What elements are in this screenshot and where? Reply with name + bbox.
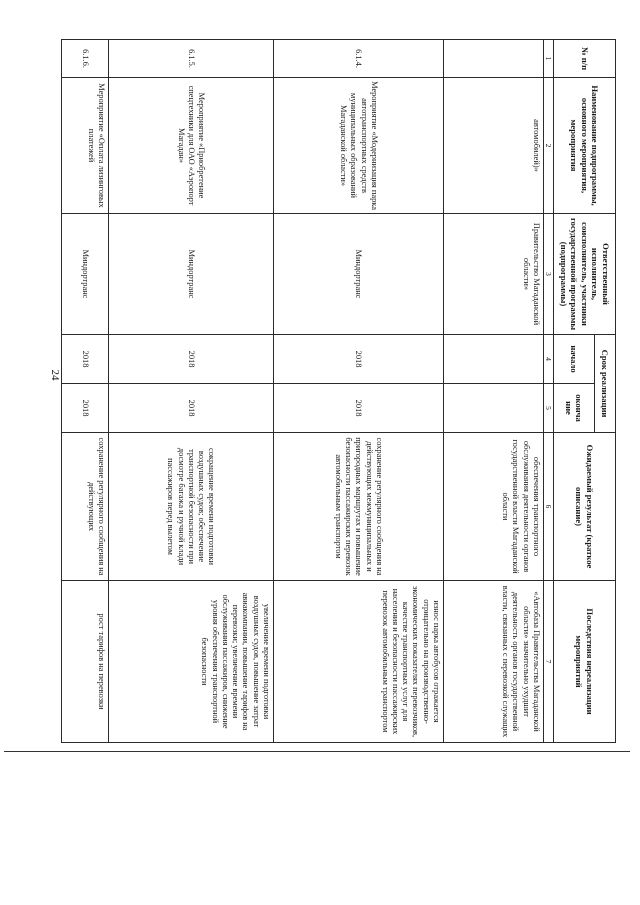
row-end: 2018 <box>61 384 108 433</box>
column-number: 4 <box>543 335 553 384</box>
header-executor: Ответственный исполнитель, соисполнитель, участники государственной программы (подпрограммы) <box>554 214 616 335</box>
row-result: сохранение регулярного сообщения на действующих межмуниципальных и пригородных маршрутах и повышение безопасности пассажирских перевозок автомобильным транспортом <box>273 433 443 581</box>
row-consequences: износ парка автобусов отражается отрицательно на производственно-экономических показателях перевозчиков, качестве транспортных услуг для населения и безопасности пассажирских перевозок автомобильным транспортом <box>273 581 443 743</box>
page-number: 24 <box>49 369 61 381</box>
row-consequences: «Автобаза Правительства Магаданской области» значительно ухудшит деятельность органов государственной власти, связанных с перевозкой служащих <box>443 581 543 743</box>
header-consequences: Последствия нереализации мероприятий <box>554 581 616 743</box>
column-number: 7 <box>543 581 553 743</box>
row-result: сокращение времени подготовки воздушных судов; обеспечение транспортной безопасности при досмотре багажа и ручной клади пассажиров перед вылетом <box>108 433 273 581</box>
bottom-divider <box>4 751 630 752</box>
header-name: Наименование подпрограммы, основного мероприятия, мероприятия <box>554 78 616 214</box>
column-number: 5 <box>543 384 553 433</box>
row-num <box>443 40 543 78</box>
row-executor: Правительство Магаданской области» <box>443 214 543 335</box>
row-num: 6.1.6. <box>61 40 108 78</box>
column-number: 1 <box>543 40 553 78</box>
header-start: начало <box>554 335 595 384</box>
row-name: Мероприятие «Оплата лизинговых платежей <box>61 78 108 214</box>
row-end <box>443 384 543 433</box>
header-end: оконча ние <box>554 384 595 433</box>
header-num: № п/п <box>554 40 616 78</box>
row-start: 2018 <box>108 335 273 384</box>
row-num: 6.1.4. <box>273 40 443 78</box>
row-start: 2018 <box>61 335 108 384</box>
column-number: 6 <box>543 433 553 581</box>
measures-table <box>61 39 616 743</box>
row-executor: Миндортранс <box>61 214 108 335</box>
column-number: 3 <box>543 214 553 335</box>
header-row <box>595 40 616 743</box>
row-result: обеспечения транспортного обслуживания деятельности органов государственной власти Магаданской области <box>443 433 543 581</box>
row-name: Мероприятие «Приобретение спецтехники для ОАО «Аэропорт Магадан» <box>108 78 273 214</box>
column-numbers-row <box>543 40 553 743</box>
row-start: 2018 <box>273 335 443 384</box>
column-number: 2 <box>543 78 553 214</box>
table-row <box>443 40 543 743</box>
row-end: 2018 <box>108 384 273 433</box>
row-executor: Миндортранс <box>108 214 273 335</box>
measures-table-frame <box>62 39 616 742</box>
row-end: 2018 <box>273 384 443 433</box>
row-result: сохранение регулярного сообщения на действующих <box>61 433 108 581</box>
row-start <box>443 335 543 384</box>
row-name: Мероприятие «Модернизация парка автотранспортных средств муниципальных образований Магаданской области» <box>273 78 443 214</box>
row-num: 6.1.5. <box>108 40 273 78</box>
row-consequences: увеличение времени подготовки воздушных судов, повышение затрат авиакомпании, повышение тарифов на перевозки; увеличение времени обслуживания пассажиров, снижение уровня обеспечения транспортной безопасности <box>108 581 273 743</box>
table-row <box>61 40 108 743</box>
table-row <box>108 40 273 743</box>
row-executor: Миндортранс <box>273 214 443 335</box>
header-term: Срок реализации <box>595 335 616 433</box>
table-row <box>273 40 443 743</box>
header-result: Ожидаемый результат (краткое описание) <box>554 433 616 581</box>
row-name: автомобилей)» <box>443 78 543 214</box>
row-consequences: рост тарифов на перевозки <box>61 581 108 743</box>
